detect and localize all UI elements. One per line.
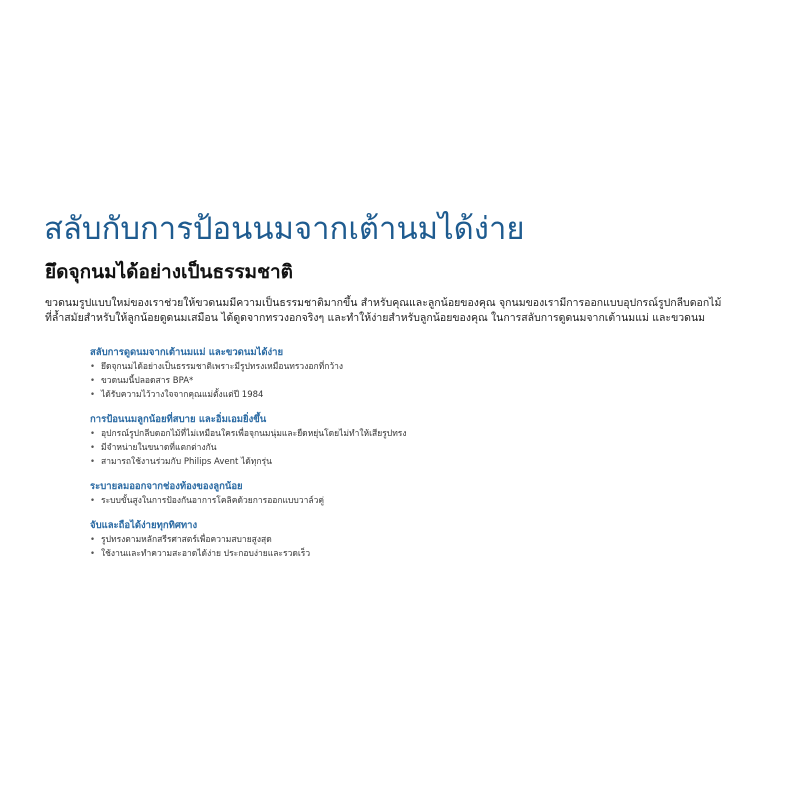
- feature-title: สลับการดูดนมจากเต้านมแม่ และขวดนมได้ง่าย: [90, 347, 284, 358]
- list-item: [90, 533, 650, 547]
- feature-bullet-text: สามารถใช้งานร่วมกับ Philips Avent ได้ทุกรุ่น: [101, 457, 272, 467]
- bullet-icon: •: [90, 429, 96, 439]
- feature-list: [90, 345, 650, 571]
- feature-bullets: [90, 427, 650, 469]
- feature-bullet-text: อุปกรณ์รูปกลีบดอกไม้ที่ไม่เหมือนใครเพื่อจุกนมนุ่มและยืดหยุ่นโดยไม่ทำให้เสียรูปทรง: [101, 429, 407, 439]
- feature-section: [90, 479, 650, 508]
- bullet-icon: •: [90, 496, 96, 506]
- feature-title: ระบายลมออกจากช่องท้องของลูกน้อย: [90, 481, 243, 492]
- bullet-icon: •: [90, 390, 96, 400]
- feature-title: จับและถือได้ง่ายทุกทิศทาง: [90, 520, 198, 531]
- feature-bullet-text: ระบบขั้นสูงในการป้องกันอาการโคลิคด้วยการออกแบบวาล์วคู่: [101, 496, 325, 506]
- list-item: [90, 441, 650, 455]
- feature-bullet-text: ได้รับความไว้วางใจจากคุณแม่ตั้งแต่ปี 1984: [101, 390, 264, 400]
- bullet-icon: •: [90, 443, 96, 453]
- bullet-icon: •: [90, 549, 96, 559]
- intro-line: ขวดนมรูปแบบใหม่ของเราช่วยให้ขวดนมมีความเป็นธรรมชาติมากขึ้น สำหรับคุณและลูกน้อยของคุณ จุกนมของเรามีการออกแบบอุปกรณ์รูปกลีบดอกไม้: [45, 297, 722, 309]
- feature-bullet-text: ยึดจุกนมได้อย่างเป็นธรรมชาติเพราะมีรูปทรงเหมือนทรวงอกที่กว้าง: [101, 362, 344, 372]
- list-item: [90, 494, 650, 508]
- list-item: [90, 547, 650, 561]
- feature-bullet-text: ขวดนมนี้ปลอดสาร BPA*: [101, 376, 194, 386]
- feature-bullets: [90, 533, 650, 561]
- list-item: [90, 427, 650, 441]
- bullet-icon: •: [90, 535, 96, 545]
- feature-bullet-text: มีจำหน่ายในขนาดที่แตกต่างกัน: [101, 443, 217, 453]
- page-subheadline: ยึดจุกนมได้อย่างเป็นธรรมชาติ: [45, 261, 293, 283]
- list-item: [90, 388, 650, 402]
- feature-bullets: [90, 494, 650, 508]
- list-item: [90, 455, 650, 469]
- intro-line: ที่ล้ำสมัยสำหรับให้ลูกน้อยดูดนมเสมือน ได้ดูดจากทรวงอกจริงๆ และทำให้ง่ายสำหรับลูกน้อยของคุณ ในการสลับการดูดนมจากเต้านมแม่ และขวดนม: [45, 312, 706, 324]
- feature-section: [90, 345, 650, 402]
- feature-bullet-text: ใช้งานและทำความสะอาดได้ง่าย ประกอบง่ายและรวดเร็ว: [101, 549, 311, 559]
- feature-section: [90, 412, 650, 469]
- bullet-icon: •: [90, 376, 96, 386]
- feature-bullet-text: รูปทรงตามหลักสรีรศาสตร์เพื่อความสบายสูงสุด: [101, 535, 272, 545]
- feature-bullets: [90, 360, 650, 402]
- intro-paragraph: [45, 296, 722, 326]
- bullet-icon: •: [90, 362, 96, 372]
- list-item: [90, 374, 650, 388]
- list-item: [90, 360, 650, 374]
- feature-section: [90, 518, 650, 561]
- feature-title: การป้อนนมลูกน้อยที่สบาย และอิ่มเอมยิ่งขึ้น: [90, 414, 267, 425]
- bullet-icon: •: [90, 457, 96, 467]
- page-headline: สลับกับการป้อนนมจากเต้านมได้ง่าย: [44, 211, 525, 247]
